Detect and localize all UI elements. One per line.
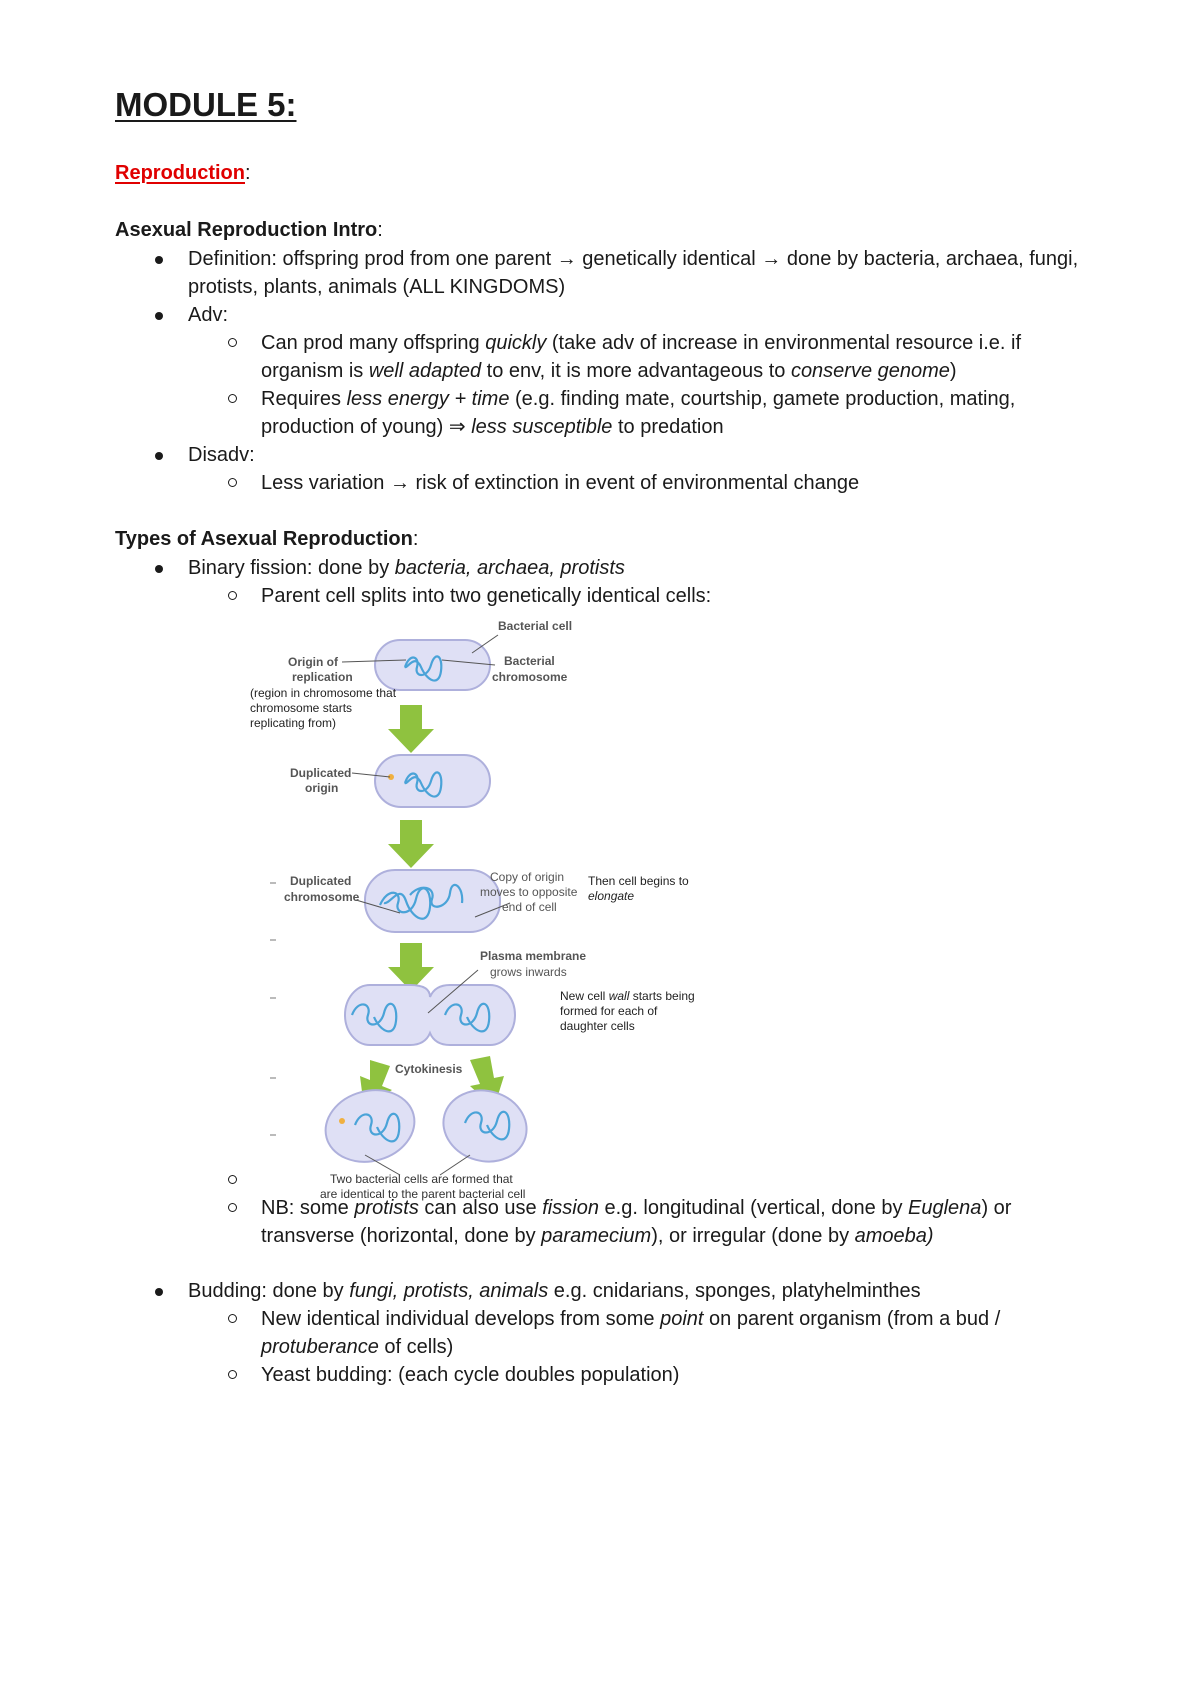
circle-bullet-icon xyxy=(228,591,237,600)
list-subitem: Less variation → risk of extinction in event of environmental change xyxy=(0,469,1091,497)
green-arrow-icon xyxy=(388,820,434,868)
list-item: Binary fission: done by bacteria, archaea, protists xyxy=(0,554,1088,582)
label-origin-2: replication xyxy=(292,670,353,684)
label-bacterial-chromosome-2: chromosome xyxy=(492,670,568,684)
label-copy-1: Copy of origin xyxy=(490,870,565,884)
daughter-cell-2 xyxy=(435,1081,534,1170)
bullet-icon xyxy=(155,312,163,320)
label-cytokinesis: Cytokinesis xyxy=(395,1062,463,1076)
label-plasma-2: grows inwards xyxy=(490,965,567,979)
section-heading: Reproduction: xyxy=(115,162,251,184)
label-origin-1: Origin of xyxy=(288,655,338,669)
list-item: Disadv: xyxy=(0,441,1088,469)
label-region-3: replicating from) xyxy=(250,716,337,730)
label-copy-3: end of cell xyxy=(502,900,557,914)
circle-bullet-icon xyxy=(228,478,237,487)
intro-list xyxy=(0,245,1200,497)
section-heading-label: Reproduction xyxy=(115,162,245,184)
label-copy-2: moves to opposite xyxy=(480,885,578,899)
budding-list xyxy=(0,1277,1200,1389)
label-dup-origin-2: origin xyxy=(305,781,339,795)
circle-bullet-icon xyxy=(228,394,237,403)
list-subitem: Yeast budding: (each cycle doubles population) xyxy=(0,1361,1091,1389)
origin-dot xyxy=(339,1118,345,1124)
label-dup-chrom-2: chromosome xyxy=(284,890,360,904)
circle-bullet-icon xyxy=(228,1370,237,1379)
bacterial-cell-1 xyxy=(375,640,490,690)
page-title: MODULE 5: xyxy=(115,86,297,123)
list-item: Definition: offspring prod from one parent → genetically identical → done by bacteria, archaea, fungi, protists, plants, animals (ALL KINGDOMS) xyxy=(0,245,1088,301)
list-item: Budding: done by fungi, protists, animals e.g. cnidarians, sponges, platyhelminthes xyxy=(0,1277,1088,1305)
label-dup-chrom-1: Duplicated xyxy=(290,874,352,888)
label-dup-origin-1: Duplicated xyxy=(290,766,352,780)
label-region-2: chromosome starts xyxy=(250,701,353,715)
label-plasma-1: Plasma membrane xyxy=(480,949,587,963)
circle-bullet-icon xyxy=(228,1203,237,1212)
bullet-icon xyxy=(155,1288,163,1296)
label-wall-3: daughter cells xyxy=(560,1019,635,1033)
label-wall-1: New cell wall starts being xyxy=(560,989,695,1003)
types-list-top xyxy=(0,554,1200,610)
list-subitem: Requires less energy + time (e.g. finding mate, courtship, gamete production, mating, production of young) ⇒ less susceptible to predation xyxy=(0,385,1091,441)
intro-heading-label: Asexual Reproduction Intro xyxy=(115,219,378,241)
green-arrow-icon xyxy=(388,943,434,991)
label-elongate-2: elongate xyxy=(588,889,635,903)
list-subitem-empty xyxy=(0,1166,1091,1194)
label-two-cells-2: are identical to the parent bacterial cell xyxy=(320,1187,526,1201)
circle-bullet-icon xyxy=(228,338,237,347)
binary-fission-diagram xyxy=(250,615,780,1201)
label-bacterial-cell: Bacterial cell xyxy=(498,619,573,633)
bullet-icon xyxy=(155,256,163,264)
list-subitem: NB: some protists can also use fission e.g. longitudinal (vertical, done by Euglena) or transverse (horizontal, done by paramecium), or irregular (done by amoeba) xyxy=(0,1194,1091,1250)
bullet-icon xyxy=(155,452,163,460)
list-subitem: Can prod many offspring quickly (take adv of increase in environmental resource i.e. if organism is well adapted to env, it is more advantageous to conserve genome) xyxy=(0,329,1091,385)
bacterial-cell-2 xyxy=(375,755,490,807)
circle-bullet-icon xyxy=(228,1175,237,1184)
green-arrow-icon xyxy=(388,705,434,753)
intro-heading: Asexual Reproduction Intro: xyxy=(115,219,383,241)
types-heading: Types of Asexual Reproduction: xyxy=(115,528,419,550)
label-two-cells-1: Two bacterial cells are formed that xyxy=(330,1172,513,1186)
list-subitem: Parent cell splits into two genetically identical cells: xyxy=(0,582,1091,610)
label-region-1: (region in chromosome that xyxy=(250,686,397,700)
label-elongate-1: Then cell begins to xyxy=(588,874,689,888)
list-item: Adv: xyxy=(0,301,1088,329)
types-heading-label: Types of Asexual Reproduction xyxy=(115,528,413,550)
label-wall-2: formed for each of xyxy=(560,1004,658,1018)
label-bacterial-chromosome-1: Bacterial xyxy=(504,654,555,668)
types-list-bottom xyxy=(0,1166,1200,1250)
bullet-icon xyxy=(155,565,163,573)
circle-bullet-icon xyxy=(228,1314,237,1323)
list-subitem: New identical individual develops from some point on parent organism (from a bud / protuberance of cells) xyxy=(0,1305,1091,1361)
